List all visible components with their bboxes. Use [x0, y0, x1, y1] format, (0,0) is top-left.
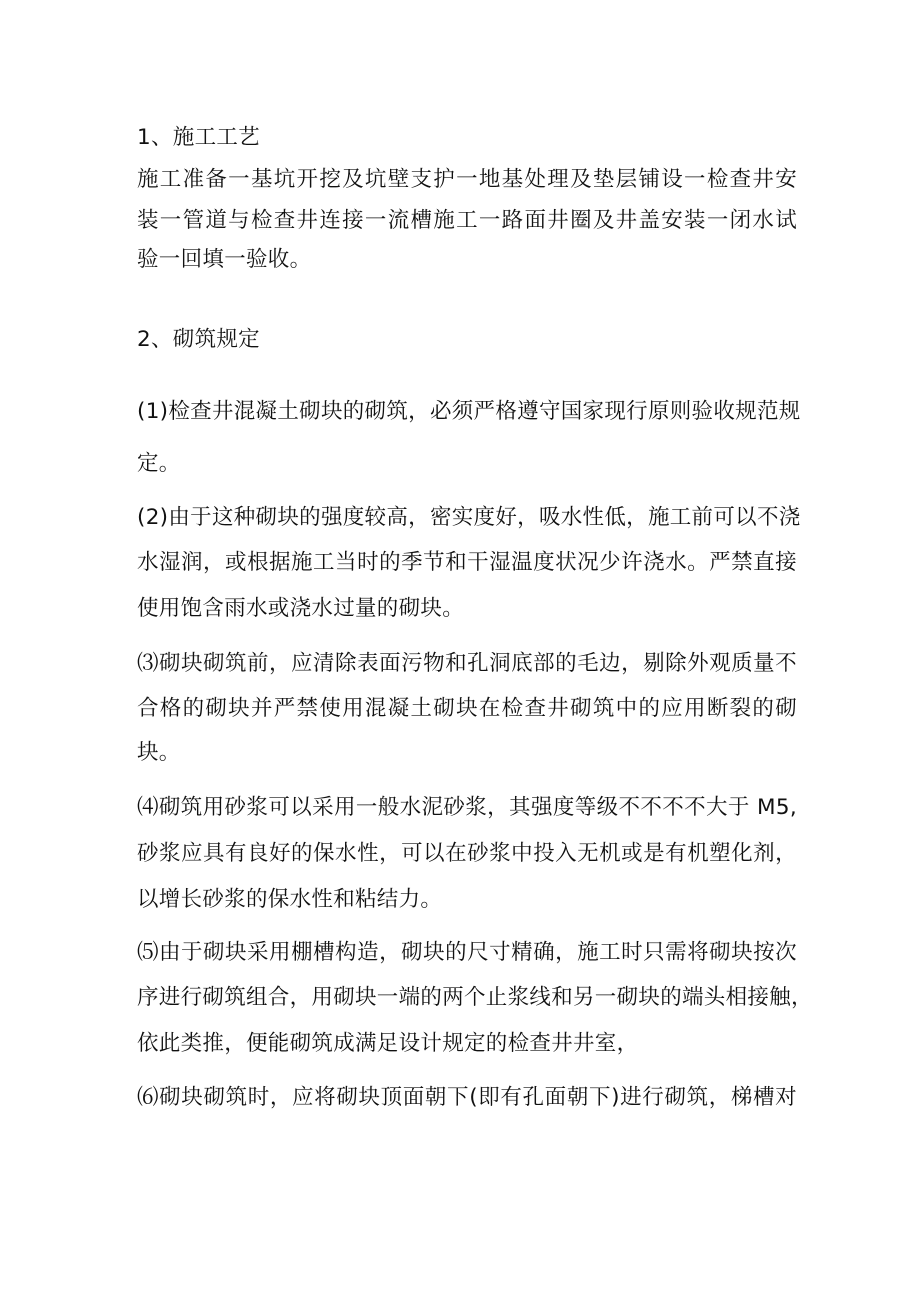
- list-item-line: 依此类推，便能砌筑成满足设计规定的检查井井室，: [137, 1031, 639, 1056]
- list-item-line: 水湿润，或根据施工当时的季节和干湿温度状况少许浇水。严禁直接: [137, 550, 797, 575]
- list-item-line: 定。: [137, 451, 181, 476]
- list-item-line: (2)由于这种砌块的强度较高，密实度好，吸水性低，施工前可以不浇: [137, 505, 801, 530]
- list-item-line: 块。: [137, 740, 181, 765]
- list-item-line: ⑶砌块砌筑前，应清除表面污物和孔洞底部的毛边，剔除外观质量不: [137, 651, 797, 676]
- list-item-line: ⑷砌筑用砂浆可以采用一般水泥砂浆，其强度等级不不不不大于 M5,: [137, 795, 797, 820]
- paragraph-line: 装一管道与检查井连接一流槽施工一路面井圈及井盖安装一闭水试: [137, 208, 797, 233]
- paragraph-line: 验一回填一验收。: [137, 247, 312, 272]
- paragraph-line: 施工准备一基坑开挖及坑壁支护一地基处理及垫层铺设一检查井安: [137, 167, 797, 192]
- list-item-line: ⑸由于砌块采用棚槽构造，砌块的尺寸精确，施工时只需将砌块按次: [137, 940, 797, 965]
- list-item-line: 序进行砌筑组合，用砌块一端的两个止浆线和另一砌块的端头相接触，: [137, 985, 813, 1010]
- list-item-line: 砂浆应具有良好的保水性，可以在砂浆中投入无机或是有机塑化剂，: [137, 841, 797, 866]
- list-item-line: (1)检查井混凝土砌块的砌筑，必须严格遵守国家现行原则验收规范规: [137, 399, 801, 424]
- list-item-line: 合格的砌块并严禁使用混凝土砌块在检查井砌筑中的应用断裂的砌: [137, 696, 797, 721]
- list-item-line: ⑹砌块砌筑时，应将砌块顶面朝下(即有孔面朝下)进行砌筑，梯槽对: [137, 1085, 797, 1110]
- section-heading-2: 2、砌筑规定: [137, 327, 260, 352]
- section-heading-1: 1、施工工艺: [137, 125, 260, 150]
- list-item-line: 以增长砂浆的保水性和粘结力。: [137, 887, 443, 912]
- list-item-line: 使用饱含雨水或浇水过量的砌块。: [137, 596, 465, 621]
